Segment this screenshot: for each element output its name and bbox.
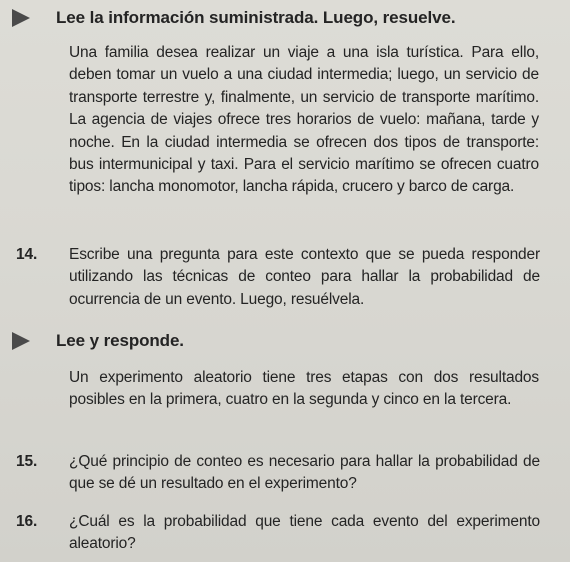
triangle-bullet-icon bbox=[12, 9, 30, 27]
context-paragraph-trip: Una familia desea realizar un viaje a una isla turística. Para ello, deben tomar un vuelo a una ciudad intermedia; luego, un servicio de transporte terrestre y, finalmente, un servicio de transporte marítimo. La agencia de viajes ofrece tres horarios de vuelo: mañana, tarde y noche. En la ciudad intermedia se ofrecen dos tipos de transporte: bus intermunicipal y taxi. Para el servicio marítimo se ofrecen cuatro tipos: lancha monomotor, lancha rápida, crucero y barco de carga. bbox=[69, 44, 539, 196]
exercise-number: 15. bbox=[16, 453, 38, 470]
exercise-14 bbox=[16, 244, 540, 311]
exercise-text: ¿Qué principio de conteo es necesario para hallar la probabilidad de que se dé un resultado en el experimento? bbox=[69, 453, 540, 493]
exercise-15 bbox=[16, 451, 540, 496]
instruction-text: Lee la información suministrada. Luego, resuelve. bbox=[56, 8, 456, 27]
instruction-text: Lee y responde. bbox=[56, 331, 184, 350]
triangle-bullet-icon bbox=[12, 332, 30, 350]
context-paragraph-experiment: Un experimento aleatorio tiene tres etapas con dos resultados posibles en la primera, cuatro en la segunda y cinco en la tercera. bbox=[69, 369, 539, 409]
exercise-text: ¿Cuál es la probabilidad que tiene cada evento del experimento aleatorio? bbox=[69, 513, 540, 553]
exercise-16 bbox=[16, 511, 540, 556]
exercise-text: Escribe una pregunta para este contexto que se pueda responder utilizando las técnicas de conteo para hallar la probabilidad de ocurrencia de un evento. Luego, resuélvela. bbox=[69, 246, 540, 308]
instruction-read-info bbox=[12, 8, 455, 28]
instruction-read-answer bbox=[12, 331, 184, 351]
exercise-number: 14. bbox=[16, 246, 38, 263]
exercise-number: 16. bbox=[16, 513, 38, 530]
